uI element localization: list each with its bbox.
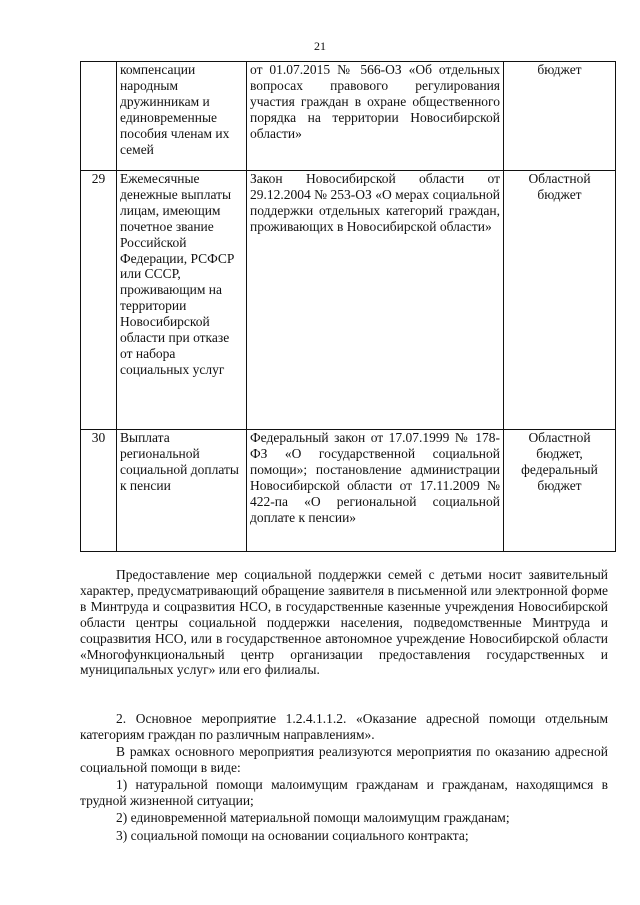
funding-source-cell: Областной бюджет, федеральный бюджет [504, 430, 616, 552]
list-item-in-kind-assistance: 1) натуральной помощи малоимущим гражданам и гражданам, находящимся в трудной жизненной ситуации; [80, 777, 608, 808]
table-row [81, 171, 616, 430]
row-number-cell: 29 [81, 171, 117, 430]
paragraph-main-measure: 2. Основное мероприятие 1.2.4.1.1.2. «Оказание адресной помощи отдельным категориям граждан по различным направлениям». [80, 711, 608, 742]
table-row [81, 430, 616, 552]
row-number-cell [81, 62, 117, 171]
benefit-name-cell: компенсации народным дружинникам и единовременные пособия членам их семей [117, 62, 247, 171]
benefit-name-cell: Ежемесячные денежные выплаты лицам, имеющим почетное звание Российской Федерации, РСФСР или СССР, проживающим на территории Новосибирской области при отказе от набора социальных услуг [117, 171, 247, 430]
row-number-cell: 30 [81, 430, 117, 552]
list-item-social-contract: 3) социальной помощи на основании социального контракта; [116, 828, 469, 843]
legal-basis-cell: от 01.07.2015 № 566-ОЗ «Об отдельных вопросах правового регулирования участия граждан в охране общественного порядка на территории Новосибирской области» [247, 62, 504, 171]
table-row [81, 62, 616, 171]
funding-source-cell: бюджет [504, 62, 616, 171]
page-number: 21 [314, 39, 326, 53]
list-item-lump-sum-assistance: 2) единовременной материальной помощи малоимущим гражданам; [116, 810, 510, 825]
funding-source-cell: Областной бюджет [504, 171, 616, 430]
benefits-table [80, 61, 616, 552]
paragraph-application-procedure: Предоставление мер социальной поддержки семей с детьми носит заявительный характер, предусматривающий обращение заявителя в письменной или электронной форме в Минтруда и соцразвития НСО, в государственные казенные учреждения Новосибирской области центры социальной поддержки населения, подведомственные Минтруда и соцразвития НСО, или в государственное автономное учреждение Новосибирской области «Многофункциональный центр организации предоставления государственных и муниципальных услуг» или его филиалы. [80, 567, 608, 678]
benefit-name-cell: Выплата региональной социальной доплаты к пенсии [117, 430, 247, 552]
legal-basis-cell: Закон Новосибирской области от 29.12.2004 № 253-ОЗ «О мерах социальной поддержки отдельных категорий граждан, проживающих в Новосибирской области» [247, 171, 504, 430]
paragraph-measure-scope: В рамках основного мероприятия реализуются мероприятия по оказанию адресной социальной помощи в виде: [80, 744, 608, 775]
legal-basis-cell: Федеральный закон от 17.07.1999 № 178-ФЗ «О государственной социальной помощи»; постановление администрации Новосибирской области от 17.11.2009 № 422-па «О региональной социальной доплате к пенсии» [247, 430, 504, 552]
